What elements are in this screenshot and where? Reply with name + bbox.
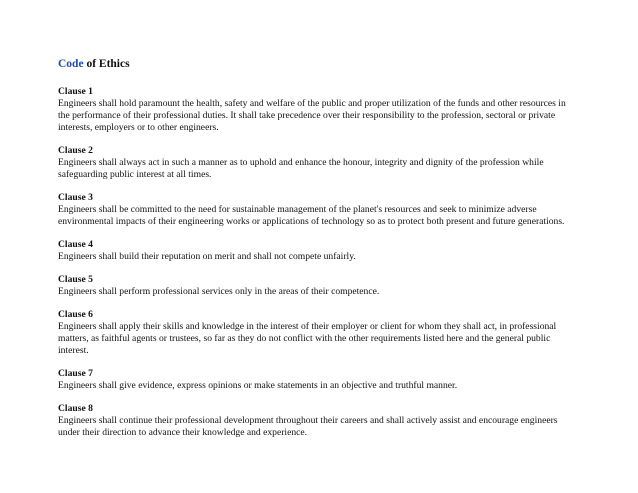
clause-block [58, 368, 578, 392]
clause-block [58, 309, 578, 357]
clause-heading: Clause 8 [58, 403, 93, 414]
clause-heading: Clause 7 [58, 368, 93, 379]
clause-heading: Clause 6 [58, 309, 93, 320]
clause-heading: Clause 1 [58, 86, 93, 97]
document-page [58, 56, 578, 450]
clause-block [58, 403, 578, 439]
title-accent-word: Code [58, 58, 84, 70]
clause-text: Engineers shall continue their professional development throughout their careers and shall actively assist and encourage engineers under their direction to advance their knowledge and experience. [58, 415, 558, 438]
clause-block [58, 192, 578, 228]
clause-text: Engineers shall perform professional services only in the areas of their competence. [58, 286, 380, 297]
clause-heading: Clause 2 [58, 145, 93, 156]
clause-text: Engineers shall always act in such a manner as to uphold and enhance the honour, integrity and dignity of the profession while safeguarding public interest at all times. [58, 157, 544, 180]
clause-heading: Clause 5 [58, 274, 93, 285]
page-title [58, 56, 578, 72]
clause-block [58, 239, 578, 263]
clause-text: Engineers shall build their reputation on merit and shall not compete unfairly. [58, 251, 356, 262]
clause-block [58, 274, 578, 298]
clause-block [58, 145, 578, 181]
clause-text: Engineers shall be committed to the need for sustainable management of the planet's resources and seek to minimize adverse environmental impacts of their engineering works or applications of technology so as to protect both present and future generations. [58, 204, 565, 227]
clause-text: Engineers shall hold paramount the health, safety and welfare of the public and proper utilization of the funds and other resources in the performance of their professional duties. It shall take precedence over their responsibility to the profession, sectoral or private interests, employers or to other engineers. [58, 98, 566, 133]
title-rest: of Ethics [83, 58, 130, 70]
clause-heading: Clause 3 [58, 192, 93, 203]
clause-block [58, 86, 578, 134]
clause-text: Engineers shall apply their skills and knowledge in the interest of their employer or client for whom they shall act, in professional matters, as faithful agents or trustees, so far as they do not conflict with the other requirements listed here and the general public interest. [58, 321, 557, 356]
clause-text: Engineers shall give evidence, express opinions or make statements in an objective and truthful manner. [58, 380, 458, 391]
clause-heading: Clause 4 [58, 239, 93, 250]
